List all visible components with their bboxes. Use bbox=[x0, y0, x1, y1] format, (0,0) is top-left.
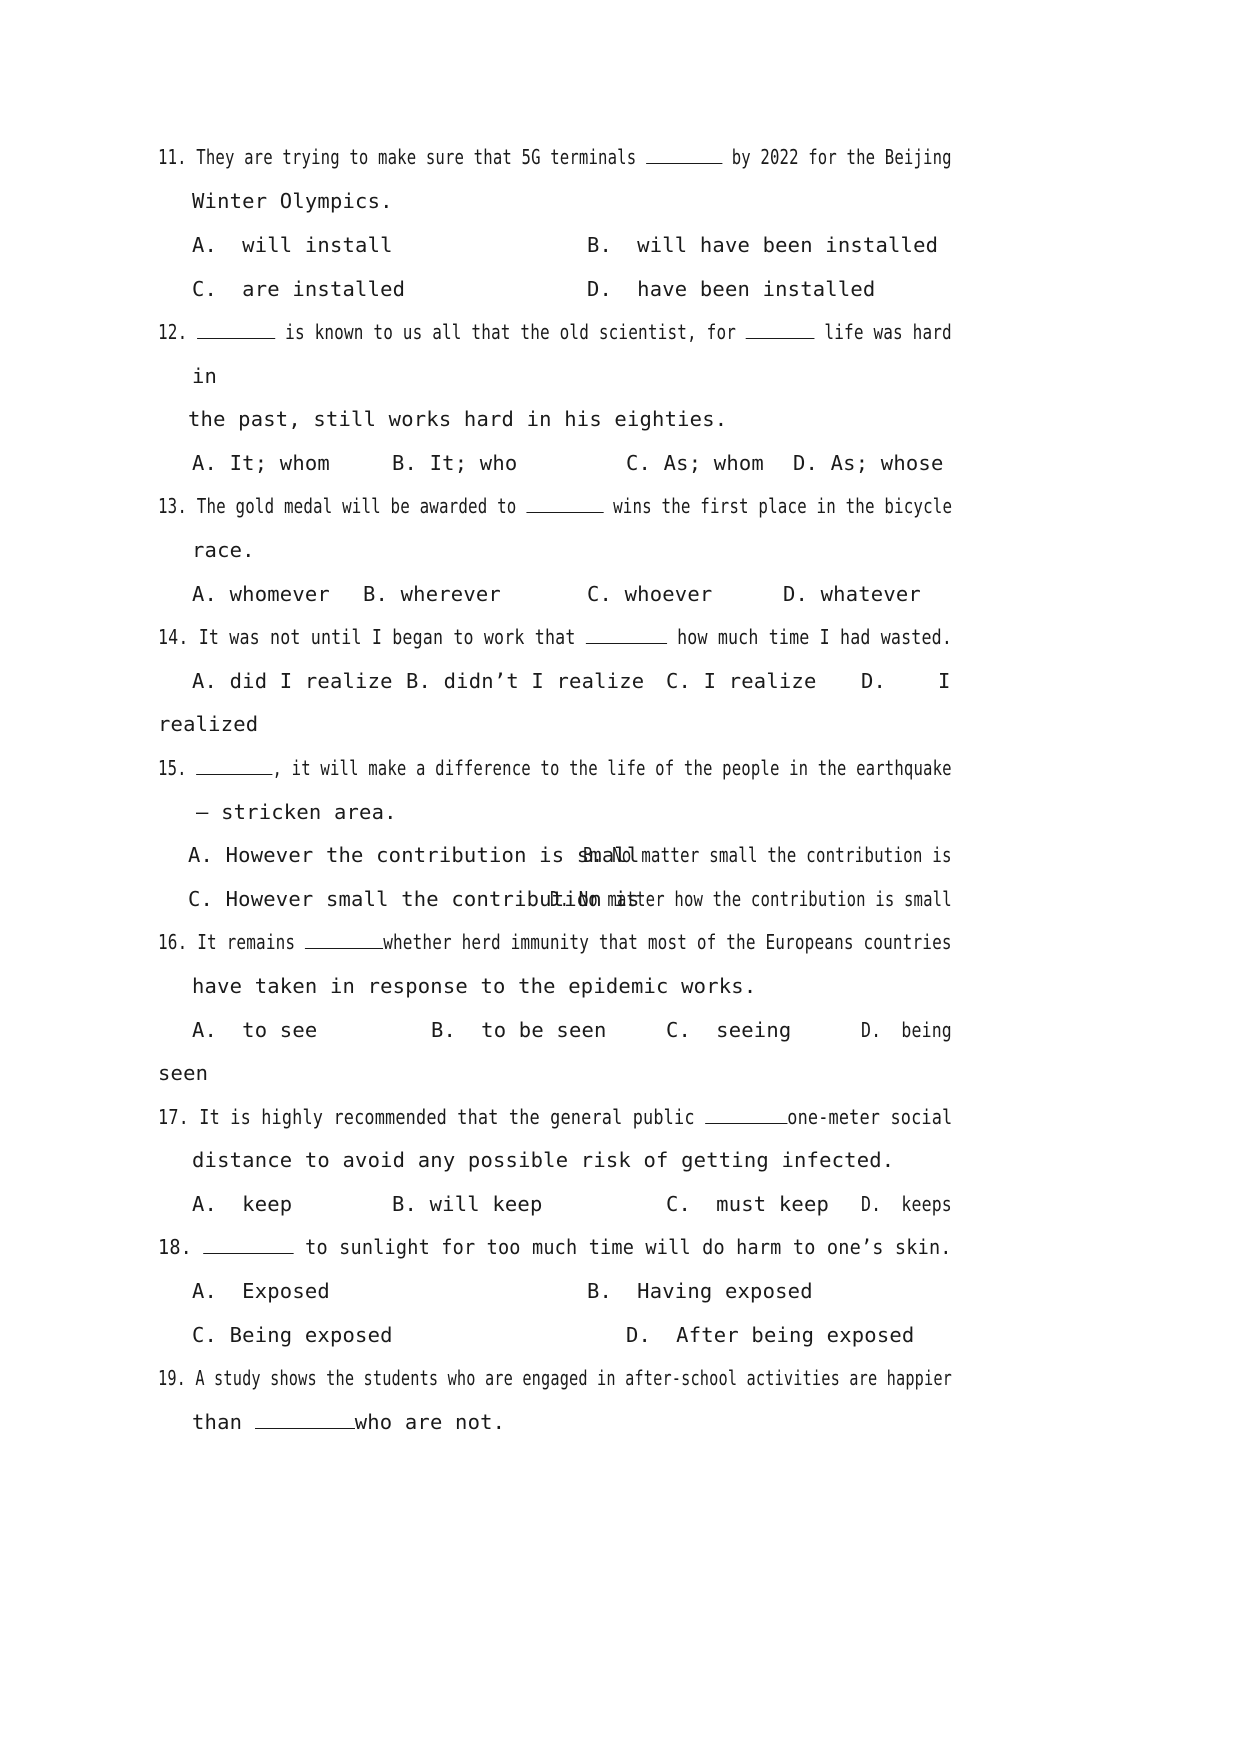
question-16-line-1 bbox=[158, 928, 952, 956]
option-b: B. will have been installed bbox=[587, 233, 939, 257]
question-18-line-1 bbox=[158, 1233, 952, 1261]
question-stem: one-meter social bbox=[787, 1105, 953, 1129]
option-d: D. keeps bbox=[861, 1192, 952, 1216]
question-15-line-2: – stricken area. bbox=[196, 800, 397, 824]
option-c: C. seeing bbox=[666, 1018, 792, 1042]
answer-blank bbox=[196, 754, 272, 775]
option-d: D. have been installed bbox=[587, 277, 876, 301]
question-stem: It was not until I began to work that bbox=[198, 625, 576, 649]
option-a: A. Exposed bbox=[192, 1279, 330, 1303]
option-a: A. will install bbox=[192, 233, 393, 257]
option-b: B. to be seen bbox=[431, 1018, 607, 1042]
option-c: C. As; whom bbox=[626, 451, 764, 475]
question-stem: how much time I had wasted. bbox=[677, 625, 953, 649]
option-b: B. will keep bbox=[392, 1192, 543, 1216]
option-d: D. bbox=[861, 669, 887, 693]
option-d: D. After being exposed bbox=[626, 1323, 915, 1347]
answer-blank bbox=[526, 492, 603, 513]
question-number: 17. bbox=[158, 1105, 189, 1129]
answer-blank bbox=[586, 623, 667, 644]
question-14-line-1 bbox=[158, 623, 952, 651]
question-number: 12. bbox=[158, 320, 188, 344]
option-b: B. wherever bbox=[363, 582, 501, 606]
question-19-line-1 bbox=[158, 1364, 952, 1392]
question-stem: is known to us all that the old scientist, for bbox=[285, 320, 737, 344]
option-d: D. being bbox=[861, 1018, 952, 1042]
question-stem: Winter Olympics. bbox=[192, 189, 393, 213]
question-stem: to sunlight for too much time will do harm to one’s skin. bbox=[305, 1235, 952, 1259]
question-12-line-1 bbox=[158, 318, 952, 346]
question-number: 18. bbox=[158, 1235, 193, 1259]
question-number: 11. bbox=[158, 145, 187, 169]
option-c: C. are installed bbox=[192, 277, 406, 301]
question-stem: than bbox=[192, 1410, 243, 1434]
option-d-wrap: seen bbox=[158, 1061, 209, 1085]
question-stem: life was hard bbox=[824, 320, 952, 344]
option-b: B. Having exposed bbox=[587, 1279, 813, 1303]
option-d: D. As; whose bbox=[793, 451, 944, 475]
option-a: A. whomever bbox=[192, 582, 330, 606]
question-stem: The gold medal will be awarded to bbox=[196, 494, 517, 518]
question-stem: whether herd immunity that most of the Europeans countries bbox=[383, 930, 952, 954]
question-number: 13. bbox=[158, 494, 188, 518]
answer-blank bbox=[203, 1233, 293, 1254]
question-17-line-2: distance to avoid any possible risk of getting infected. bbox=[192, 1148, 895, 1172]
question-stem: They are trying to make sure that 5G terminals bbox=[196, 145, 637, 169]
option-b: B. No matter small the contribution is bbox=[583, 843, 952, 867]
option-a: A. keep bbox=[192, 1192, 293, 1216]
question-stem: It is highly recommended that the general public bbox=[199, 1105, 695, 1129]
option-b: B. It; who bbox=[392, 451, 518, 475]
question-number: 15. bbox=[158, 756, 187, 780]
question-number: 19. bbox=[158, 1366, 187, 1390]
question-stem: wins the first place in the bicycle bbox=[613, 494, 953, 518]
option-d-wrap: realized bbox=[158, 712, 259, 736]
option-c: C. whoever bbox=[587, 582, 713, 606]
option-c: C. Being exposed bbox=[192, 1323, 393, 1347]
answer-blank bbox=[305, 928, 383, 949]
question-stem: It remains bbox=[197, 930, 296, 954]
option-c: C. must keep bbox=[666, 1192, 830, 1216]
question-stem: A study shows the students who are engaged in after-school activities are happier bbox=[195, 1366, 953, 1390]
question-13-line-2: race. bbox=[192, 538, 255, 562]
answer-blank bbox=[705, 1103, 787, 1124]
option-b: B. didn’t I realize bbox=[406, 669, 645, 693]
option-a: A. It; whom bbox=[192, 451, 330, 475]
answer-blank bbox=[746, 318, 815, 339]
question-stem: who are not. bbox=[354, 1410, 506, 1434]
question-15-line-1 bbox=[158, 754, 952, 782]
question-13-line-1 bbox=[158, 492, 952, 520]
question-11-line-1 bbox=[158, 143, 952, 171]
question-19-line-2 bbox=[192, 1408, 505, 1436]
question-number: 14. bbox=[158, 625, 189, 649]
option-c: C. I realize bbox=[666, 669, 817, 693]
option-d: D. No matter how the contribution is small bbox=[550, 887, 952, 911]
question-16-line-2: have taken in response to the epidemic works. bbox=[192, 974, 757, 998]
answer-blank bbox=[197, 318, 275, 339]
option-d-tail: I bbox=[938, 669, 951, 693]
question-number: 16. bbox=[158, 930, 188, 954]
option-a: A. did I realize bbox=[192, 669, 393, 693]
question-stem: by 2022 for the Beijing bbox=[731, 145, 952, 169]
answer-blank bbox=[255, 1408, 355, 1429]
option-c: C. However small the contribution is bbox=[188, 887, 640, 911]
question-stem: , it will make a difference to the life of the people in the earthquake bbox=[272, 756, 952, 780]
question-11-line-2 bbox=[192, 187, 393, 215]
option-a: A. to see bbox=[192, 1018, 318, 1042]
question-12-line-2: in bbox=[192, 364, 218, 388]
answer-blank bbox=[646, 143, 722, 164]
option-d: D. whatever bbox=[783, 582, 921, 606]
option-a: A. However the contribution is small bbox=[188, 843, 640, 867]
question-17-line-1 bbox=[158, 1103, 952, 1131]
question-12-line-3: the past, still works hard in his eighties. bbox=[188, 407, 728, 431]
